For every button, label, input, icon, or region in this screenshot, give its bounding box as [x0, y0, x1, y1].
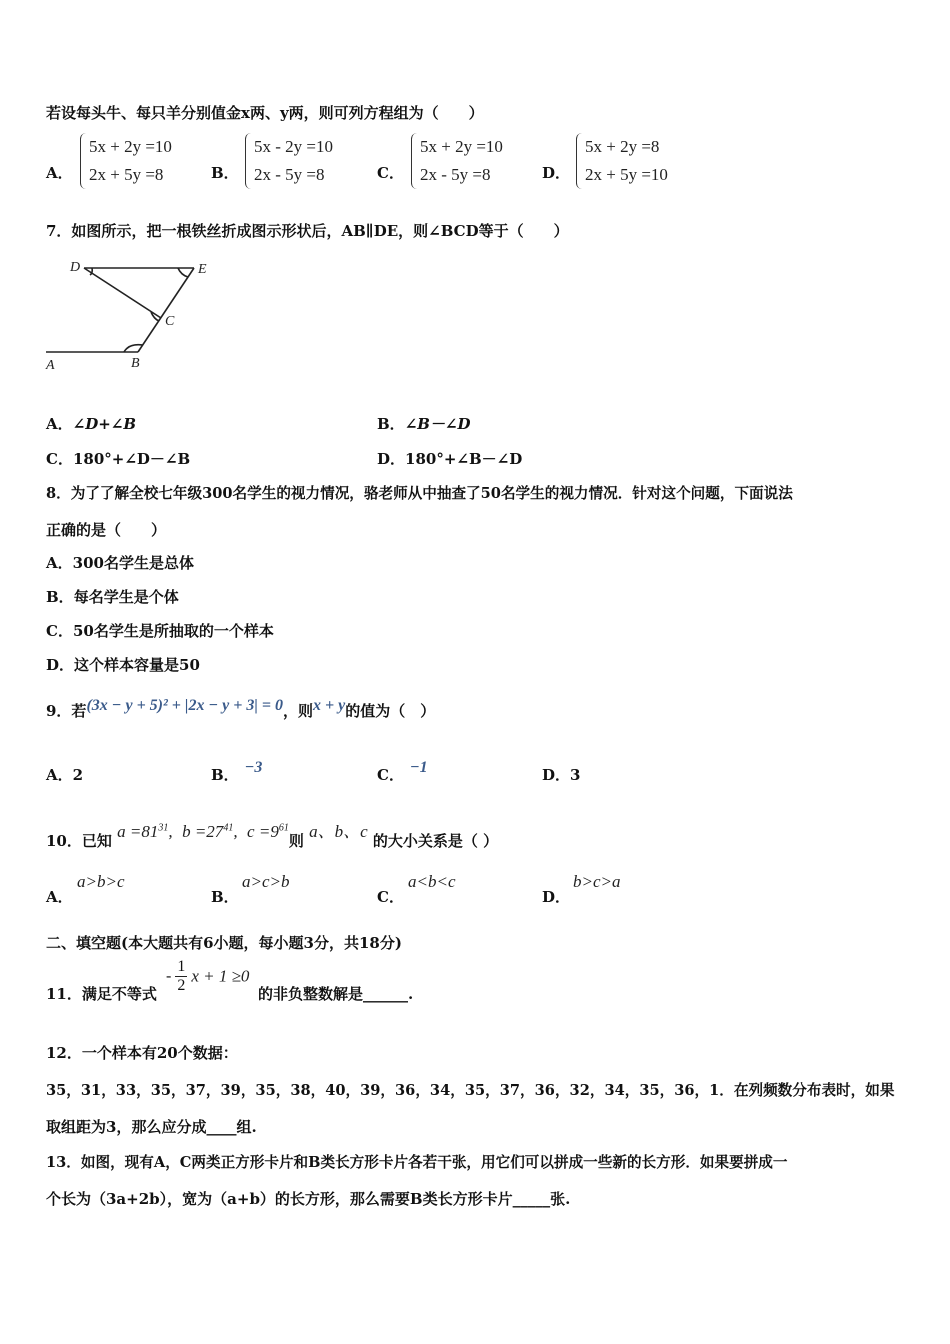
- q7-option-a: [46, 413, 136, 434]
- angle-arc-e: [178, 268, 188, 277]
- q6-stem: 若设每头牛、每只羊分别值金x两、y两，则可列方程组为（ ）: [46, 104, 484, 122]
- q9-option-a: [46, 764, 83, 785]
- q8-d-label: D．: [46, 656, 75, 674]
- q9-option-d: [542, 764, 580, 785]
- q9-prefix: 9．若: [46, 702, 87, 720]
- q10-vars: a、b、c: [309, 822, 368, 841]
- q10-suffix: 的大小关系是（ ）: [372, 832, 499, 850]
- label-c: C: [165, 314, 175, 329]
- q6-option-c-system: [411, 133, 503, 189]
- q9-c-text: −1: [409, 759, 428, 776]
- q8-option-d: [46, 654, 200, 675]
- q7-a-text: ∠D+∠B: [72, 415, 137, 433]
- q9-a-text: 2: [72, 766, 84, 784]
- q6-option-c-label: C．: [377, 164, 404, 182]
- q8-a-text: 300名学生是总体: [72, 554, 194, 572]
- q10-option-d-label: D．: [542, 888, 571, 906]
- segment-eb: [138, 268, 194, 352]
- q11-minus: -: [166, 967, 172, 985]
- q9-suffix: 的值为（ ）: [345, 702, 436, 720]
- q12-line2: 35，31，33，35，37，39，35，38，40，39，36，34，35，37，36，32，34，35，36，1．在列频数分布表时，如果: [46, 1082, 895, 1099]
- q10-b-exp: 41: [223, 822, 234, 834]
- q10-c-base: c =9: [247, 822, 279, 841]
- q10-option-c-text: a<b<c: [408, 872, 456, 891]
- q6-c-eq1: 5x + 2y =10: [420, 137, 503, 156]
- q8-option-a: [46, 552, 194, 573]
- segment-dc: [84, 268, 161, 318]
- q9-b-text: −3: [244, 759, 263, 776]
- q6-d-eq1: 5x + 2y =8: [585, 137, 660, 156]
- q9-option-c: [377, 759, 428, 785]
- q9-d-label: D．: [542, 766, 571, 784]
- q6-option-a-system: [80, 133, 172, 189]
- q6-option-b-system: [245, 133, 333, 189]
- q11-rest: x + 1 ≥0: [191, 966, 250, 986]
- q10-option-c-label: C．: [377, 888, 404, 906]
- q9-stem: [46, 697, 436, 721]
- q7-option-d: [377, 448, 522, 469]
- q10-b-base: b =27: [182, 822, 224, 841]
- q10-b-def: [182, 822, 233, 841]
- q10-option-b-label: B．: [211, 888, 239, 906]
- q7-option-b: [377, 413, 471, 434]
- label-e: E: [198, 262, 207, 277]
- q10-middle: 则: [288, 832, 304, 850]
- q11-suffix: 的非负整数解是______.: [258, 985, 414, 1003]
- q10-prefix: 10．已知: [46, 832, 112, 850]
- q10-stem: 10．已知 $a =81^{31}$, $b =27^{41}$, $c =9^{61}$则 a、b、c 的大小关系是（ ）: [46, 822, 499, 850]
- q13-line2: 个长为（3a+2b），宽为（a+b）的长方形，那么需要B类长方形卡片_____张.: [46, 1190, 571, 1208]
- q10-a-base: a =81: [117, 822, 159, 841]
- q9-c-label: C．: [377, 766, 404, 784]
- q9-b-label: B．: [211, 766, 239, 784]
- q7-stem: 7．如图所示，把一根铁丝折成图示形状后，AB∥DE，则∠BCD等于（ ）: [46, 222, 569, 240]
- q10-option-b-text: a>c>b: [242, 872, 290, 891]
- q11-inequality: [166, 958, 249, 995]
- q6-option-b-label: B．: [211, 164, 239, 182]
- q7-d-label: D．: [377, 450, 406, 468]
- q12-line3: 取组距为3，那么应分成____组.: [46, 1118, 257, 1136]
- q7-b-label: B．: [377, 415, 405, 433]
- q8-c-text: 50名学生是所抽取的一个样本: [72, 622, 274, 640]
- q8-option-c: [46, 620, 274, 641]
- q10-option-a-text: a>b>c: [77, 872, 125, 891]
- q7-a-label: A．: [46, 415, 73, 433]
- q6-a-eq2: 2x + 5y =8: [89, 165, 164, 184]
- section-2-heading: 二、填空题(本大题共有6小题，每小题3分，共18分): [46, 934, 402, 952]
- q11-frac-num: 1: [177, 958, 186, 975]
- q8-stem-line2: 正确的是（ ）: [46, 521, 167, 539]
- q8-d-text: 这个样本容量是50: [74, 656, 200, 674]
- q7-b-text: ∠B－∠D: [404, 415, 471, 433]
- q9-middle: ，则: [283, 702, 314, 720]
- q10-c-exp: 61: [278, 822, 289, 834]
- q6-b-eq2: 2x - 5y =8: [254, 165, 325, 184]
- q8-b-label: B．: [46, 588, 74, 606]
- q9-option-b: [211, 759, 263, 785]
- q9-expr: x + y: [313, 697, 346, 714]
- q9-equation: (3x − y + 5)² + |2x − y + 3| = 0: [86, 697, 283, 714]
- label-b: B: [131, 356, 140, 371]
- q12-line1: 12．一个样本有20个数据：: [46, 1044, 238, 1062]
- q9-a-label: A．: [46, 766, 73, 784]
- q6-d-eq2: 2x + 5y =10: [585, 165, 668, 184]
- q6-a-eq1: 5x + 2y =10: [89, 137, 172, 156]
- q9-d-text: 3: [570, 766, 581, 784]
- q6-option-d-label: D．: [542, 164, 571, 182]
- q10-c-def: [247, 822, 289, 841]
- q7-c-label: C．: [46, 450, 73, 468]
- q6-c-eq2: 2x - 5y =8: [420, 165, 491, 184]
- q11-prefix: 11．满足不等式: [46, 985, 157, 1003]
- q10-option-a-label: A．: [46, 888, 73, 906]
- q6-option-a-label: A．: [46, 164, 73, 182]
- q7-d-text: 180°+∠B－∠D: [405, 450, 523, 468]
- q8-c-label: C．: [46, 622, 73, 640]
- q8-option-b: [46, 586, 179, 607]
- q10-a-def: [117, 822, 168, 841]
- label-a: A: [46, 358, 55, 373]
- q8-stem-line1: 8．为了了解全校七年级300名学生的视力情况，骆老师从中抽查了50名学生的视力情况．针对这个问题，下面说法: [46, 485, 793, 502]
- q13-line1: 13．如图，现有A，C两类正方形卡片和B类长方形卡片各若干张，用它们可以拼成一些新的长方形．如果要拼成一: [46, 1154, 788, 1171]
- q7-option-c: [46, 448, 190, 469]
- q10-a-exp: 31: [158, 822, 169, 834]
- q11-fraction: [175, 958, 187, 995]
- q11-frac-den: 2: [177, 977, 186, 994]
- q6-b-eq1: 5x - 2y =10: [254, 137, 333, 156]
- q7-figure: [40, 255, 220, 375]
- q10-option-d-text: b>c>a: [573, 872, 621, 891]
- q6-option-d-system: [576, 133, 668, 189]
- q8-a-label: A．: [46, 554, 73, 572]
- label-d: D: [70, 260, 81, 275]
- q8-b-text: 每名学生是个体: [73, 588, 179, 606]
- q7-c-text: 180°+∠D－∠B: [72, 450, 191, 468]
